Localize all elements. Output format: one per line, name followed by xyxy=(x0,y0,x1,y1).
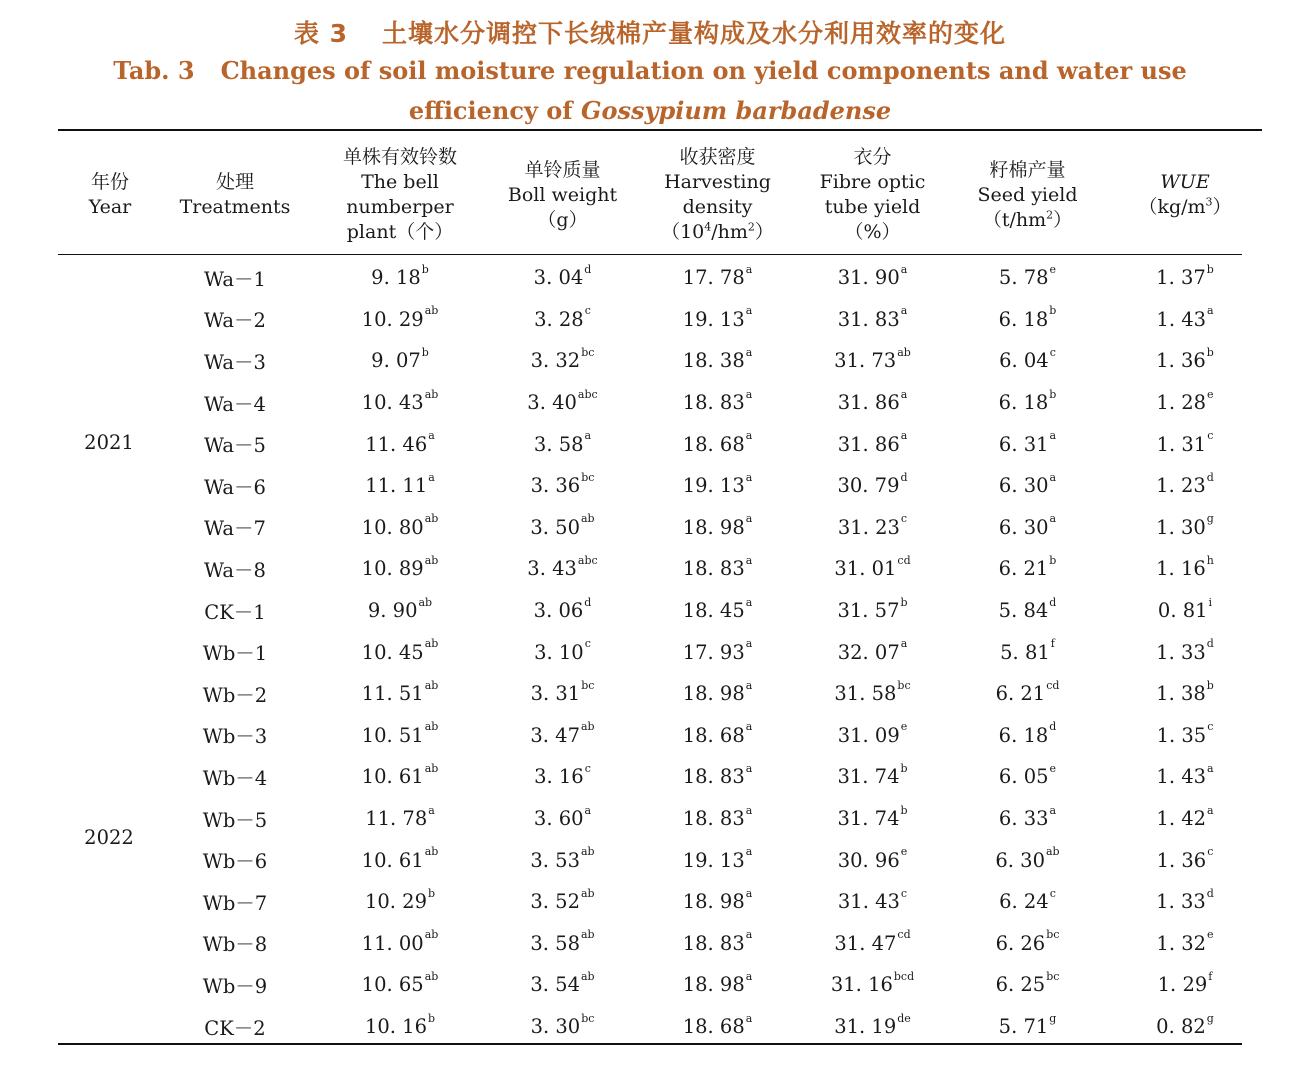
cell-value: 6. 18 xyxy=(998,307,1049,331)
cell-value: 3. 36 xyxy=(530,474,581,498)
cell-value: 31. 58 xyxy=(834,682,897,706)
cell-value: 6. 05 xyxy=(998,765,1049,789)
cell-value: 10. 45 xyxy=(361,640,424,664)
cell-value: 10. 65 xyxy=(361,973,424,997)
value-cell: 31. 74 $^b$ xyxy=(837,761,908,789)
value-cell: 31. 09 $^e$ xyxy=(837,720,908,747)
table-row xyxy=(0,299,1300,341)
table-caption-zh xyxy=(0,14,1300,50)
cell-value: 31. 19 xyxy=(834,1015,897,1039)
cell-value: 5. 78 xyxy=(998,266,1049,290)
treatment-cell: Wa－8 xyxy=(204,558,266,582)
cell-value: 18. 83 xyxy=(682,391,745,415)
value-cell: 1. 37 $^b$ xyxy=(1156,262,1214,290)
value-cell: 18. 98 $^a$ xyxy=(682,678,753,706)
value-cell: 9. 07 $^b$ xyxy=(371,345,429,373)
value-cell: 6. 30 $^a$ xyxy=(998,512,1057,539)
cell-value: 18. 98 xyxy=(682,682,745,706)
value-cell: 31. 19 $^{de}$ xyxy=(834,1011,911,1039)
cell-value: 5. 84 xyxy=(998,599,1049,623)
value-cell: 10. 51 $^{ab}$ xyxy=(361,720,439,747)
value-cell: 3. 52 $^{ab}$ xyxy=(530,886,595,914)
cell-value: 0. 81 xyxy=(1157,599,1208,623)
table-row xyxy=(0,382,1300,424)
value-cell: 3. 43 $^{abc}$ xyxy=(527,553,598,581)
table-header-rule xyxy=(58,254,1242,255)
cell-value: 1. 38 xyxy=(1156,682,1206,706)
value-cell: 18. 98 $^a$ xyxy=(682,969,753,997)
cell-value: 1. 30 xyxy=(1156,515,1206,539)
cell-value: 10. 61 xyxy=(361,765,424,789)
cell-value: 10. 61 xyxy=(361,848,424,872)
cell-value: 10. 29 xyxy=(364,890,427,914)
cell-value: 3. 30 xyxy=(530,1015,581,1039)
cell-value: 3. 16 xyxy=(534,765,584,789)
treatment-cell: Wa－6 xyxy=(204,475,266,499)
cell-value: 31. 09 xyxy=(837,723,900,747)
cell-value: 1. 43 xyxy=(1156,765,1207,789)
header-treatment: 处理 Treatments xyxy=(179,171,291,218)
value-cell: 19. 13 $^a$ xyxy=(682,845,753,872)
value-cell: 10. 16 $^b$ xyxy=(364,1011,436,1039)
cell-value: 1. 16 xyxy=(1156,557,1206,581)
value-cell: 3. 36 $^{bc}$ xyxy=(530,470,595,498)
cell-value: 1. 33 xyxy=(1156,640,1206,664)
cell-value: 3. 10 xyxy=(534,640,584,664)
value-cell: 6. 31 $^a$ xyxy=(998,429,1057,456)
value-cell: 31. 01 $^{cd}$ xyxy=(834,553,911,581)
value-cell: 1. 36 $^b$ xyxy=(1156,345,1214,373)
cell-value: 11. 51 xyxy=(361,682,424,706)
value-cell: 17. 93 $^a$ xyxy=(682,637,753,664)
value-cell: 3. 16 $^c$ xyxy=(534,761,591,789)
value-cell: 10. 80 $^{ab}$ xyxy=(361,512,439,539)
value-cell: 10. 29 $^{ab}$ xyxy=(361,304,439,331)
cell-value: 31. 23 xyxy=(837,515,900,539)
treatment-cell: Wb－4 xyxy=(202,766,268,790)
cell-value: 3. 40 xyxy=(527,391,577,415)
cell-value: 5. 81 xyxy=(1000,640,1050,664)
year-2021: 2021 xyxy=(84,431,134,454)
table-title-zh: 土壤水分调控下长绒棉产量构成及水分利用效率的变化 xyxy=(382,19,1007,48)
table-row xyxy=(0,964,1300,1006)
cell-value: 1. 43 xyxy=(1156,307,1207,331)
value-cell: 17. 78 $^a$ xyxy=(682,262,753,290)
header-lint-percentage: 衣分 Fibre optic tube yield （%） xyxy=(819,146,926,243)
cell-value: 3. 04 xyxy=(533,266,584,290)
value-cell: 5. 81 $^f$ xyxy=(1000,637,1055,664)
table-title-en-line1: Changes of soil moisture regulation on yield components and water use xyxy=(220,56,1187,85)
value-cell: 3. 32 $^{bc}$ xyxy=(530,345,595,373)
value-cell: 6. 25 $^{bc}$ xyxy=(995,969,1060,997)
cell-value: 31. 57 xyxy=(837,599,900,623)
cell-value: 31. 43 xyxy=(837,890,900,914)
cell-value: 1. 28 xyxy=(1156,391,1207,415)
cell-value: 3. 52 xyxy=(530,890,580,914)
value-cell: 3. 10 $^c$ xyxy=(534,637,591,664)
table-label-zh: 表 3 xyxy=(293,19,349,48)
cell-value: 3. 32 xyxy=(530,349,581,373)
value-cell: 1. 35 $^c$ xyxy=(1156,720,1214,747)
cell-value: 11. 11 xyxy=(365,474,428,498)
table-caption-en-line2 xyxy=(0,96,1300,125)
cell-value: 31. 01 xyxy=(834,557,897,581)
treatment-cell: Wb－2 xyxy=(202,683,268,707)
value-cell: 32. 07 $^a$ xyxy=(837,637,908,664)
cell-value: 1. 36 xyxy=(1156,349,1206,373)
value-cell: 18. 98 $^a$ xyxy=(682,886,753,914)
cell-value: 1. 31 xyxy=(1156,432,1207,456)
cell-value: 3. 43 xyxy=(527,557,577,581)
treatment-cell: CK－2 xyxy=(204,1016,266,1040)
value-cell: 3. 58 $^a$ xyxy=(533,429,592,456)
treatment-cell: Wb－8 xyxy=(202,933,268,957)
table-row xyxy=(0,715,1300,757)
cell-value: 31. 47 xyxy=(834,931,897,955)
value-cell: 18. 83 $^a$ xyxy=(682,761,753,789)
cell-value: 10. 43 xyxy=(361,391,424,415)
table-row xyxy=(0,465,1300,507)
cell-value: 18. 68 xyxy=(682,432,745,456)
cell-value: 6. 31 xyxy=(998,432,1049,456)
cell-value: 6. 04 xyxy=(999,349,1049,373)
value-cell: 1. 43 $^a$ xyxy=(1156,761,1214,789)
value-cell: 30. 79 $^d$ xyxy=(837,470,908,498)
table-label-en: Tab. 3 xyxy=(113,56,195,85)
table-row xyxy=(0,798,1300,840)
cell-value: 31. 86 xyxy=(837,391,900,415)
cell-value: 1. 35 xyxy=(1156,723,1207,747)
cell-value: 11. 46 xyxy=(365,432,428,456)
value-cell: 5. 78 $^e$ xyxy=(998,262,1057,290)
value-cell: 1. 33 $^d$ xyxy=(1156,886,1214,914)
value-cell: 6. 21 $^b$ xyxy=(998,553,1057,581)
value-cell: 31. 43 $^c$ xyxy=(837,886,908,914)
value-cell: 31. 58 $^{bc}$ xyxy=(834,678,911,706)
cell-value: 31. 74 xyxy=(837,765,900,789)
value-cell: 3. 04 $^d$ xyxy=(533,262,592,290)
cell-value: 18. 98 xyxy=(682,515,745,539)
cell-value: 10. 29 xyxy=(361,307,424,331)
value-cell: 10. 61 $^{ab}$ xyxy=(361,845,439,872)
value-cell: 3. 06 $^d$ xyxy=(533,595,592,623)
value-cell: 1. 36 $^c$ xyxy=(1156,845,1214,872)
cell-value: 1. 33 xyxy=(1156,890,1206,914)
value-cell: 10. 61 $^{ab}$ xyxy=(361,761,439,789)
value-cell: 1. 28 $^e$ xyxy=(1156,387,1214,415)
treatment-cell: Wa－7 xyxy=(204,517,266,541)
cell-value: 30. 96 xyxy=(837,848,900,872)
cell-value: 1. 36 xyxy=(1156,848,1207,872)
cell-value: 18. 83 xyxy=(682,931,745,955)
treatment-cell: Wb－9 xyxy=(202,974,268,998)
value-cell: 31. 57 $^b$ xyxy=(837,595,908,623)
table-row xyxy=(0,257,1300,299)
value-cell: 19. 13 $^a$ xyxy=(682,470,753,498)
value-cell: 18. 68 $^a$ xyxy=(682,429,753,456)
header-wue: WUE $(kg/m^3)$ xyxy=(1138,171,1232,218)
cell-value: 10. 89 xyxy=(361,557,424,581)
value-cell: 0. 82 $^g$ xyxy=(1156,1011,1214,1039)
cell-value: 1. 32 xyxy=(1156,931,1207,955)
value-cell: 18. 68 $^a$ xyxy=(682,720,753,747)
treatment-cell: Wb－3 xyxy=(202,725,268,749)
value-cell: 10. 43 $^{ab}$ xyxy=(361,387,439,415)
value-cell: 6. 30 $^a$ xyxy=(998,470,1057,498)
cell-value: 3. 58 xyxy=(533,432,584,456)
value-cell: 11. 78 $^a$ xyxy=(365,803,435,831)
table-top-rule xyxy=(58,129,1262,131)
table-row xyxy=(0,590,1300,632)
cell-value: 31. 83 xyxy=(837,307,900,331)
value-cell: 18. 83 $^a$ xyxy=(682,553,753,581)
cell-value: 18. 83 xyxy=(682,557,745,581)
cell-value: 31. 74 xyxy=(837,807,900,831)
value-cell: 18. 83 $^a$ xyxy=(682,928,753,955)
treatment-cell: CK－1 xyxy=(204,600,266,624)
cell-value: 19. 13 xyxy=(682,848,745,872)
cell-value: 3. 50 xyxy=(530,515,580,539)
value-cell: 5. 71 $^g$ xyxy=(998,1011,1057,1039)
value-cell: 10. 29 $^b$ xyxy=(364,886,436,914)
cell-value: 18. 83 xyxy=(682,807,745,831)
cell-value: 31. 16 xyxy=(830,973,893,997)
header-boll-weight: 单铃质量 Boll weight （g） xyxy=(507,158,618,231)
cell-value: 31. 90 xyxy=(837,266,900,290)
value-cell: 31. 90 $^a$ xyxy=(837,262,908,290)
cell-value: 6. 25 xyxy=(995,973,1046,997)
value-cell: 11. 00 $^{ab}$ xyxy=(361,928,439,955)
value-cell: 1. 29 $^f$ xyxy=(1157,969,1213,997)
cell-value: 6. 26 xyxy=(995,931,1046,955)
value-cell: 6. 30 $^{ab}$ xyxy=(995,845,1060,872)
cell-value: 9. 90 xyxy=(367,599,418,623)
table-row xyxy=(0,548,1300,590)
cell-value: 17. 93 xyxy=(682,640,745,664)
value-cell: 30. 96 $^e$ xyxy=(837,845,908,872)
value-cell: 1. 30 $^g$ xyxy=(1156,512,1214,539)
value-cell: 1. 23 $^d$ xyxy=(1156,470,1214,498)
table-row xyxy=(0,923,1300,965)
cell-value: 31. 73 xyxy=(834,349,897,373)
value-cell: 1. 38 $^b$ xyxy=(1156,678,1214,706)
cell-value: 6. 18 xyxy=(998,391,1049,415)
cell-value: 10. 80 xyxy=(361,515,424,539)
cell-value: 3. 53 xyxy=(530,848,580,872)
treatment-cell: Wa－2 xyxy=(204,309,266,333)
value-cell: 9. 18 $^b$ xyxy=(371,262,429,290)
cell-value: 3. 60 xyxy=(533,807,584,831)
cell-value: 1. 37 xyxy=(1156,266,1206,290)
cell-value: 18. 98 xyxy=(682,890,745,914)
value-cell: 0. 81 $^i$ xyxy=(1157,595,1213,623)
cell-value: 6. 21 xyxy=(995,682,1046,706)
value-cell: 1. 33 $^d$ xyxy=(1156,637,1214,664)
value-cell: 1. 42 $^a$ xyxy=(1156,803,1214,831)
value-cell: 31. 74 $^b$ xyxy=(837,803,908,831)
value-cell: 3. 40 $^{abc}$ xyxy=(527,387,598,415)
value-cell: 6. 18 $^b$ xyxy=(998,387,1057,415)
species-name: Gossypium barbadense xyxy=(580,96,892,125)
value-cell: 3. 30 $^{bc}$ xyxy=(530,1011,595,1039)
value-cell: 10. 45 $^{ab}$ xyxy=(361,637,439,664)
value-cell: 3. 28 $^c$ xyxy=(534,304,591,331)
cell-value: 3. 58 xyxy=(530,931,580,955)
value-cell: 3. 58 $^{ab}$ xyxy=(530,928,595,955)
treatment-cell: Wb－6 xyxy=(202,850,268,874)
cell-value: 3. 47 xyxy=(530,723,580,747)
value-cell: 19. 13 $^a$ xyxy=(682,304,753,331)
value-cell: 18. 83 $^a$ xyxy=(682,803,753,831)
value-cell: 31. 16 $^{bcd}$ xyxy=(830,969,915,997)
value-cell: 18. 68 $^a$ xyxy=(682,1011,753,1039)
cell-value: 3. 06 xyxy=(533,599,584,623)
cell-value: 1. 23 xyxy=(1156,474,1206,498)
value-cell: 3. 54 $^{ab}$ xyxy=(530,969,595,997)
cell-value: 17. 78 xyxy=(682,266,745,290)
treatment-cell: Wb－1 xyxy=(202,642,268,666)
value-cell: 1. 43 $^a$ xyxy=(1156,304,1214,331)
value-cell: 11. 46 $^a$ xyxy=(365,429,435,456)
cell-value: 3. 31 xyxy=(530,682,581,706)
treatment-cell: Wb－7 xyxy=(202,891,268,915)
header-year: 年份 Year xyxy=(88,171,132,218)
value-cell: 6. 18 $^d$ xyxy=(998,720,1057,747)
cell-value: 3. 54 xyxy=(530,973,580,997)
cell-value: 19. 13 xyxy=(682,307,745,331)
value-cell: 18. 38 $^a$ xyxy=(682,345,753,373)
value-cell: 10. 89 $^{ab}$ xyxy=(361,553,439,581)
value-cell: 9. 90 $^{ab}$ xyxy=(367,595,433,623)
treatment-cell: Wa－1 xyxy=(204,267,266,291)
value-cell: 31. 86 $^a$ xyxy=(837,429,908,456)
cell-value: 1. 42 xyxy=(1156,807,1207,831)
cell-value: 9. 07 xyxy=(371,349,421,373)
cell-value: 18. 45 xyxy=(682,599,745,623)
value-cell: 6. 24 $^c$ xyxy=(999,886,1056,914)
value-cell: 18. 98 $^a$ xyxy=(682,512,753,539)
cell-value: 3. 28 xyxy=(534,307,584,331)
header-seed-yield: 籽棉产量 Seed yield $(t/hm^2)$ xyxy=(977,158,1078,231)
value-cell: 3. 53 $^{ab}$ xyxy=(530,845,595,872)
value-cell: 18. 45 $^a$ xyxy=(682,595,753,623)
value-cell: 6. 33 $^a$ xyxy=(998,803,1057,831)
cell-value: 6. 21 xyxy=(998,557,1049,581)
cell-value: 18. 98 xyxy=(682,973,745,997)
value-cell: 1. 16 $^h$ xyxy=(1156,553,1214,581)
value-cell: 18. 83 $^a$ xyxy=(682,387,753,415)
value-cell: 6. 26 $^{bc}$ xyxy=(995,928,1060,955)
cell-value: 6. 24 xyxy=(999,890,1049,914)
value-cell: 6. 21 $^{cd}$ xyxy=(995,678,1060,706)
cell-value: 6. 30 xyxy=(998,515,1049,539)
value-cell: 11. 11 $^a$ xyxy=(365,470,435,498)
header-harvest-density: 收获密度 Harvesting density $(10^4/hm^2)$ xyxy=(661,146,774,243)
cell-value: 10. 16 xyxy=(364,1015,427,1039)
cell-value: 6. 30 xyxy=(995,848,1045,872)
cell-value: 6. 18 xyxy=(998,723,1049,747)
value-cell: 31. 73 $^{ab}$ xyxy=(834,345,911,373)
value-cell: 3. 50 $^{ab}$ xyxy=(530,512,595,539)
value-cell: 6. 18 $^b$ xyxy=(998,304,1057,331)
cell-value: 1. 29 xyxy=(1157,973,1208,997)
table-row xyxy=(0,881,1300,923)
header-bolls-per-plant: 单株有效铃数 The bell numberper plant（个） xyxy=(342,146,457,243)
value-cell: 31. 86 $^a$ xyxy=(837,387,908,415)
cell-value: 18. 38 xyxy=(682,349,745,373)
cell-value: 19. 13 xyxy=(682,474,745,498)
value-cell: 6. 04 $^c$ xyxy=(999,345,1056,373)
value-cell: 10. 65 $^{ab}$ xyxy=(361,969,439,997)
value-cell: 3. 60 $^a$ xyxy=(533,803,592,831)
value-cell: 31. 47 $^{cd}$ xyxy=(834,928,911,955)
cell-value: 18. 68 xyxy=(682,1015,745,1039)
cell-value: 10. 51 xyxy=(361,723,424,747)
treatment-cell: Wa－4 xyxy=(204,392,266,416)
table-title-en-line2-prefix: efficiency of xyxy=(408,96,573,125)
cell-value: 9. 18 xyxy=(371,266,421,290)
value-cell: 31. 23 $^c$ xyxy=(837,512,908,539)
cell-value: 0. 82 xyxy=(1156,1015,1206,1039)
cell-value: 31. 86 xyxy=(837,432,900,456)
cell-value: 6. 30 xyxy=(998,474,1049,498)
table-row xyxy=(0,423,1300,465)
value-cell: 1. 31 $^c$ xyxy=(1156,429,1214,456)
cell-value: 5. 71 xyxy=(998,1015,1049,1039)
cell-value: 18. 68 xyxy=(682,723,745,747)
table-row xyxy=(0,839,1300,881)
year-2022: 2022 xyxy=(84,826,134,849)
table-row xyxy=(0,340,1300,382)
value-cell: 11. 51 $^{ab}$ xyxy=(361,678,439,706)
value-cell: 6. 05 $^e$ xyxy=(998,761,1057,789)
table-row xyxy=(0,673,1300,715)
table-row xyxy=(0,756,1300,798)
treatment-cell: Wa－3 xyxy=(204,350,266,374)
treatment-cell: Wb－5 xyxy=(202,808,268,832)
cell-value: 11. 00 xyxy=(361,931,424,955)
value-cell: 3. 47 $^{ab}$ xyxy=(530,720,595,747)
value-cell: 1. 32 $^e$ xyxy=(1156,928,1214,955)
cell-value: 18. 83 xyxy=(682,765,745,789)
cell-value: 11. 78 xyxy=(365,807,428,831)
cell-value: 30. 79 xyxy=(837,474,900,498)
table-row xyxy=(0,631,1300,673)
table-row xyxy=(0,1006,1300,1048)
table-row xyxy=(0,507,1300,549)
cell-value: 32. 07 xyxy=(837,640,900,664)
value-cell: 5. 84 $^d$ xyxy=(998,595,1057,623)
value-cell: 3. 31 $^{bc}$ xyxy=(530,678,595,706)
treatment-cell: Wa－5 xyxy=(204,434,266,458)
cell-value: 6. 33 xyxy=(998,807,1049,831)
table-caption-en xyxy=(0,56,1300,85)
value-cell: 31. 83 $^a$ xyxy=(837,304,908,331)
